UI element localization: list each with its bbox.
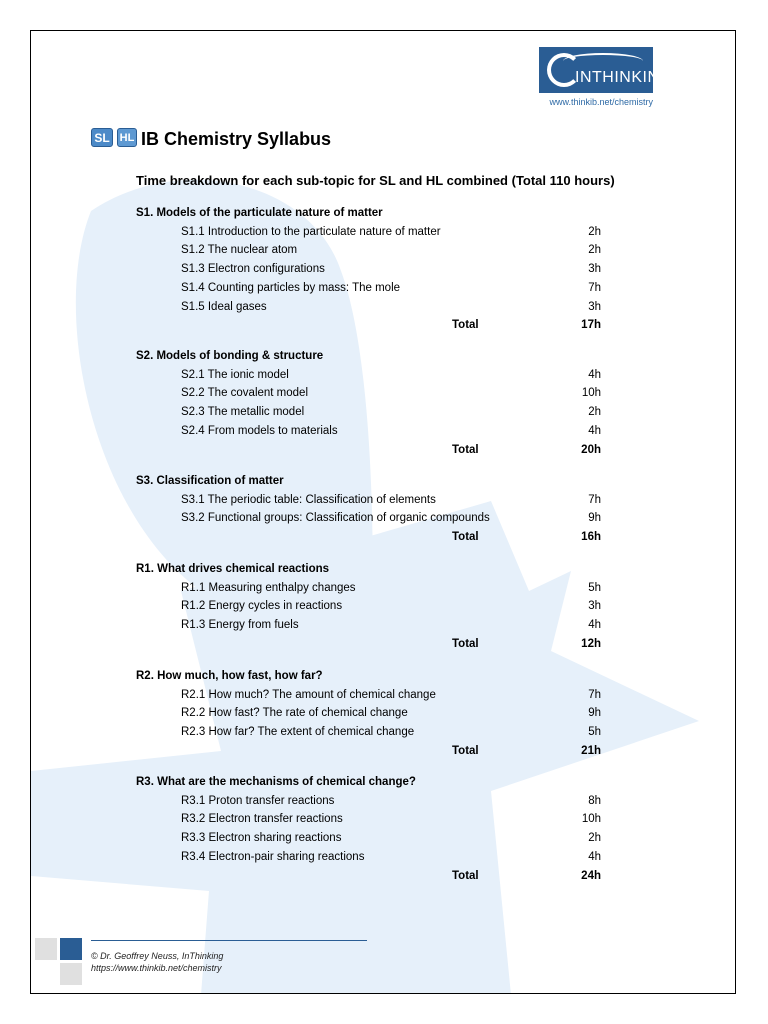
subtopic-name: R3.1 Proton transfer reactions xyxy=(181,795,335,807)
subtopic-hours: 4h xyxy=(588,619,601,631)
logo-swoosh-icon xyxy=(563,53,643,69)
section-total-label: Total xyxy=(452,444,479,456)
subtopic-name: R2.2 How fast? The rate of chemical change xyxy=(181,707,408,719)
subtopic-hours: 5h xyxy=(588,726,601,738)
subtopic-name: R3.3 Electron sharing reactions xyxy=(181,832,342,844)
subtopic-name: S1.5 Ideal gases xyxy=(181,301,267,313)
subtopic-hours: 2h xyxy=(588,244,601,256)
footer-divider xyxy=(91,940,367,941)
document-page xyxy=(30,30,736,994)
section-total-hours: 24h xyxy=(581,870,601,882)
subtopic-hours: 8h xyxy=(588,795,601,807)
footer-square-blue-icon xyxy=(60,938,82,960)
footer-square-light-icon xyxy=(60,963,82,985)
inthinking-logo xyxy=(539,47,673,93)
section-title: R1. What drives chemical reactions xyxy=(136,563,330,575)
subtopic-name: S3.2 Functional groups: Classification of organic compounds xyxy=(181,512,490,524)
subtopic-name: R1.2 Energy cycles in reactions xyxy=(181,600,343,612)
subtopic-hours: 2h xyxy=(588,226,601,238)
subtopic-name: S2.3 The metallic model xyxy=(181,406,305,418)
section-total-hours: 16h xyxy=(581,531,601,543)
page-title: IB Chemistry Syllabus xyxy=(141,129,332,149)
subtopic-hours: 3h xyxy=(588,263,601,275)
subtopic-name: S1.3 Electron configurations xyxy=(181,263,325,275)
section-total-label: Total xyxy=(452,531,479,543)
section-total-label: Total xyxy=(452,638,479,650)
footer-author: © Dr. Geoffrey Neuss, InThinking xyxy=(91,951,224,961)
subtopic-name: S1.4 Counting particles by mass: The mole xyxy=(181,282,401,294)
section-title: S1. Models of the particulate nature of matter xyxy=(136,207,383,219)
subtopic-hours: 2h xyxy=(588,406,601,418)
page-subtitle: Time breakdown for each sub-topic for SL and HL combined (Total 110 hours) xyxy=(136,173,615,188)
subtopic-name: R3.4 Electron-pair sharing reactions xyxy=(181,851,365,863)
subtopic-hours: 7h xyxy=(588,282,601,294)
footer-url: https://www.thinkib.net/chemistry xyxy=(91,963,222,973)
logo-text: INTHINKING xyxy=(575,69,673,86)
subtopic-hours: 9h xyxy=(588,512,601,524)
sl-badge-icon: SL xyxy=(91,128,113,147)
footer-square-light-icon xyxy=(35,938,57,960)
section-title: R3. What are the mechanisms of chemical change? xyxy=(136,776,416,788)
subtopic-name: R2.1 How much? The amount of chemical change xyxy=(181,689,436,701)
subtopic-name: R1.1 Measuring enthalpy changes xyxy=(181,582,356,594)
section-total-label: Total xyxy=(452,870,479,882)
subtopic-name: S2.4 From models to materials xyxy=(181,425,338,437)
subtopic-name: R3.2 Electron transfer reactions xyxy=(181,813,343,825)
section-title: R2. How much, how fast, how far? xyxy=(136,670,323,682)
subtopic-name: S2.2 The covalent model xyxy=(181,387,309,399)
section-total-hours: 20h xyxy=(581,444,601,456)
section-total-hours: 17h xyxy=(581,319,601,331)
subtopic-hours: 3h xyxy=(588,600,601,612)
site-url-link[interactable]: www.thinkib.net/chemistry xyxy=(549,97,653,107)
subtopic-hours: 4h xyxy=(588,425,601,437)
section-total-label: Total xyxy=(452,745,479,757)
section-total-hours: 12h xyxy=(581,638,601,650)
subtopic-hours: 7h xyxy=(588,689,601,701)
subtopic-hours: 2h xyxy=(588,832,601,844)
subtopic-hours: 4h xyxy=(588,369,601,381)
section-title: S2. Models of bonding & structure xyxy=(136,350,324,362)
subtopic-name: S1.2 The nuclear atom xyxy=(181,244,298,256)
subtopic-name: R1.3 Energy from fuels xyxy=(181,619,299,631)
subtopic-name: S3.1 The periodic table: Classification of elements xyxy=(181,494,436,506)
subtopic-hours: 4h xyxy=(588,851,601,863)
section-total-label: Total xyxy=(452,319,479,331)
subtopic-hours: 5h xyxy=(588,582,601,594)
subtopic-name: R2.3 How far? The extent of chemical change xyxy=(181,726,415,738)
subtopic-hours: 3h xyxy=(588,301,601,313)
subtopic-hours: 10h xyxy=(581,387,601,399)
subtopic-name: S2.1 The ionic model xyxy=(181,369,289,381)
section-title: S3. Classification of matter xyxy=(136,475,284,487)
subtopic-hours: 10h xyxy=(581,813,601,825)
subtopic-name: S1.1 Introduction to the particulate nature of matter xyxy=(181,226,441,238)
hl-badge-icon: HL xyxy=(117,128,137,147)
section-total-hours: 21h xyxy=(581,745,601,757)
subtopic-hours: 7h xyxy=(588,494,601,506)
subtopic-hours: 9h xyxy=(588,707,601,719)
